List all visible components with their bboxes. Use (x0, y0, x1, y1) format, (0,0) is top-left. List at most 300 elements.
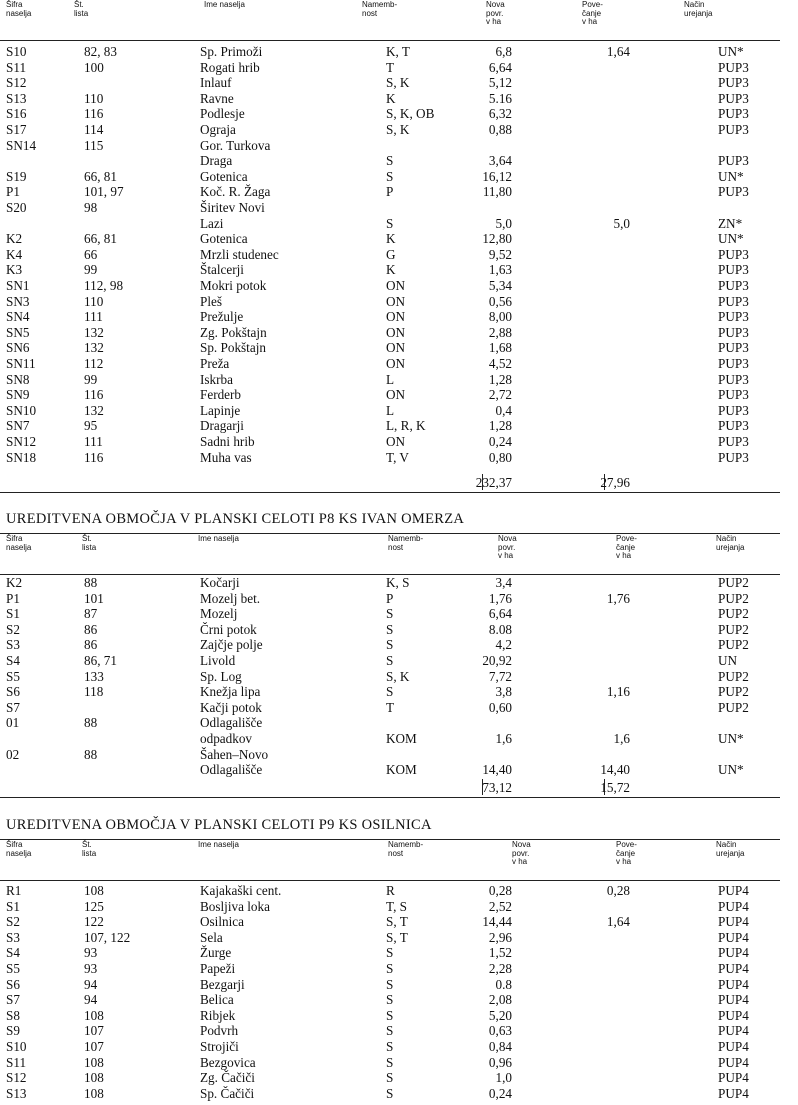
table-row (0, 1008, 780, 1024)
code-cell: S5 (6, 668, 20, 684)
table-row (0, 669, 780, 685)
settlement-name-cell: Zg. Čačiči (200, 1070, 255, 1086)
purpose-cell: S (386, 1007, 394, 1023)
method-cell: PUP3 (718, 356, 749, 371)
table-row (0, 914, 780, 930)
code-cell: K2 (6, 575, 23, 590)
purpose-cell: G (386, 246, 396, 262)
settlement-name-cell: Inlauf (200, 75, 232, 91)
new-area-cell: 0,60 (488, 699, 512, 715)
table-row (0, 591, 780, 607)
table-row (0, 44, 780, 60)
purpose-cell: K (386, 262, 396, 278)
new-area-cell: 20,92 (482, 653, 512, 668)
purpose-cell: S, K (386, 75, 410, 91)
sheet-cell: 101, 97 (84, 184, 124, 200)
settlement-name-cell: odpadkov (200, 731, 253, 746)
purpose-cell: S (386, 684, 394, 700)
code-cell: S11 (6, 1054, 27, 1070)
code-cell: S5 (6, 961, 20, 976)
table-header (0, 0, 780, 41)
purpose-cell: S, K, OB (386, 106, 435, 122)
table-row (0, 138, 780, 154)
settlement-name-cell: Belica (200, 992, 234, 1008)
new-area-cell: 5,0 (495, 215, 512, 231)
table-row (0, 715, 780, 731)
new-area-cell: 1,76 (488, 590, 512, 606)
sheet-cell: 111 (84, 309, 103, 325)
settlement-name-cell: Mokri potok (200, 278, 267, 293)
settlement-name-cell: Gotenica (200, 231, 248, 247)
sheet-cell: 111 (84, 434, 103, 449)
total-area: 73,12 (482, 780, 512, 795)
code-cell: S4 (6, 653, 20, 668)
purpose-cell: KOM (386, 731, 417, 746)
method-cell: PUP3 (718, 153, 749, 169)
settlement-name-cell: Sp. Pokštajn (200, 340, 266, 356)
increase-cell: 0,28 (606, 883, 630, 898)
totals-row (0, 779, 780, 798)
code-cell: S20 (6, 200, 27, 215)
new-area-cell: 2,52 (488, 898, 512, 914)
table-row (0, 1055, 780, 1071)
purpose-cell: S (386, 606, 394, 622)
increase-cell: 1,16 (606, 684, 630, 700)
method-cell: PUP4 (718, 1007, 749, 1023)
sheet-cell: 122 (84, 914, 104, 930)
new-area-cell: 0,56 (488, 293, 512, 309)
purpose-cell: K, T (386, 44, 410, 59)
settlement-name-cell: Gotenica (200, 168, 248, 184)
method-cell: PUP3 (718, 75, 749, 91)
table-row (0, 294, 780, 310)
table-row (0, 1086, 780, 1102)
settlement-name-cell: Ribjek (200, 1007, 236, 1023)
new-area-cell: 3,8 (495, 684, 512, 700)
method-cell: UN* (718, 231, 744, 247)
settlement-name-cell: Bezgarji (200, 976, 245, 992)
method-cell: PUP2 (718, 699, 749, 715)
new-area-cell: 1,28 (488, 371, 512, 387)
header-sheet: Št. lista (74, 0, 89, 18)
new-area-cell: 2,28 (488, 961, 512, 976)
purpose-cell: ON (386, 340, 406, 356)
settlement-name-cell: Strojiči (200, 1039, 239, 1054)
code-cell: S7 (6, 992, 20, 1008)
sheet-cell: 112, 98 (84, 278, 124, 293)
table-row (0, 231, 780, 247)
method-cell: PUP3 (718, 262, 749, 278)
method-cell: PUP4 (718, 961, 749, 976)
purpose-cell: S (386, 976, 394, 992)
table-row (0, 762, 780, 778)
table-row (0, 216, 780, 232)
table-row (0, 122, 780, 138)
method-cell: PUP3 (718, 293, 749, 309)
header-code: Šifra naselja (6, 534, 32, 552)
sheet-cell: 86 (84, 621, 98, 637)
new-area-cell: 1,63 (488, 262, 512, 278)
header-area: Nova povr. v ha (486, 0, 505, 26)
settlement-name-cell: Bezgovica (200, 1054, 256, 1070)
new-area-cell: 4,2 (495, 637, 512, 653)
settlement-name-cell: Gor. Turkova (200, 137, 271, 153)
method-cell: PUP3 (718, 309, 749, 325)
method-cell: PUP4 (718, 1023, 749, 1039)
purpose-cell: K (386, 90, 396, 106)
code-cell: S1 (6, 898, 20, 914)
purpose-cell: S (386, 637, 394, 653)
new-area-cell: 5,12 (488, 75, 512, 91)
sheet-cell: 99 (84, 262, 98, 278)
sheet-cell: 133 (84, 668, 104, 684)
method-cell: PUP4 (718, 992, 749, 1008)
settlement-name-cell: Dragarji (200, 418, 244, 434)
new-area-cell: 8,00 (488, 309, 512, 325)
table-row (0, 930, 780, 946)
code-cell: S10 (6, 1039, 27, 1054)
header-area: Nova povr. v ha (498, 534, 517, 560)
code-cell: S3 (6, 929, 20, 945)
method-cell: UN* (718, 731, 744, 746)
method-cell: PUP4 (718, 914, 749, 930)
new-area-cell: 2,72 (488, 387, 512, 403)
settlement-name-cell: Knežja lipa (200, 684, 261, 700)
purpose-cell: T (386, 59, 395, 75)
header-code: Šifra naselja (6, 840, 32, 858)
new-area-cell: 6,32 (488, 106, 512, 122)
settlement-name-cell: Sp. Čačiči (200, 1085, 255, 1101)
settlement-name-cell: Mozelj (200, 606, 238, 622)
table-row (0, 60, 780, 76)
settlement-name-cell: Sela (200, 929, 223, 945)
purpose-cell: S (386, 945, 394, 961)
settlement-name-cell: Osilnica (200, 914, 244, 930)
code-cell: S2 (6, 914, 20, 930)
sheet-cell: 115 (84, 137, 104, 153)
table-row (0, 1070, 780, 1086)
code-cell: S6 (6, 976, 20, 992)
header-increase: Pove- čanje v ha (616, 840, 637, 866)
code-cell: 02 (6, 746, 20, 762)
sheet-cell: 87 (84, 606, 98, 622)
purpose-cell: S (386, 1023, 394, 1039)
method-cell: UN* (718, 762, 744, 778)
header-purpose: Namemb- nost (362, 0, 398, 18)
settlement-name-cell: Črni potok (200, 621, 257, 637)
settlement-name-cell: Odlagališče (200, 762, 263, 778)
code-cell: SN6 (6, 340, 30, 356)
sheet-cell: 116 (84, 106, 104, 122)
code-cell: S13 (6, 90, 27, 106)
code-cell: S16 (6, 106, 27, 122)
settlement-name-cell: Preža (200, 356, 230, 371)
method-cell: PUP2 (718, 575, 749, 590)
purpose-cell: S (386, 992, 394, 1008)
method-cell: PUP3 (718, 106, 749, 122)
sheet-cell: 88 (84, 746, 98, 762)
code-cell: S2 (6, 621, 20, 637)
code-cell: SN12 (6, 434, 37, 449)
settlement-name-cell: Zajčje polje (200, 637, 263, 653)
table-row (0, 653, 780, 669)
new-area-cell: 1,0 (495, 1070, 512, 1086)
purpose-cell: ON (386, 278, 406, 293)
purpose-cell: S (386, 653, 394, 668)
increase-cell: 1,64 (606, 914, 630, 930)
table-row (0, 169, 780, 185)
table-row (0, 340, 780, 356)
sheet-cell: 112 (84, 356, 104, 371)
settlement-name-cell: Ograja (200, 122, 236, 137)
table-row (0, 731, 780, 747)
new-area-cell: 1,68 (488, 340, 512, 356)
new-area-cell: 3,64 (488, 153, 512, 169)
purpose-cell: ON (386, 324, 406, 340)
new-area-cell: 1,52 (488, 945, 512, 961)
header-code: Šifra naselja (6, 0, 32, 18)
code-cell: SN1 (6, 278, 30, 293)
method-cell: PUP2 (718, 590, 749, 606)
table-row (0, 434, 780, 450)
table-row (0, 637, 780, 653)
sheet-cell: 66, 81 (84, 168, 117, 184)
settlement-name-cell: Podvrh (200, 1023, 239, 1039)
settlement-name-cell: Širitev Novi (200, 200, 265, 215)
table-row (0, 418, 780, 434)
code-cell: SN4 (6, 309, 30, 325)
method-cell: PUP4 (718, 1054, 749, 1070)
sheet-cell: 108 (84, 1070, 104, 1086)
table-row (0, 372, 780, 388)
sheet-cell: 116 (84, 387, 104, 403)
sheet-cell: 110 (84, 90, 104, 106)
code-cell: S10 (6, 44, 27, 59)
settlement-name-cell: Štalcerji (200, 262, 244, 278)
code-cell: P1 (6, 590, 20, 606)
sheet-cell: 107 (84, 1039, 104, 1054)
table-row (0, 278, 780, 294)
increase-cell: 1,6 (613, 731, 630, 746)
purpose-cell: ON (386, 387, 406, 403)
new-area-cell: 14,44 (482, 914, 512, 930)
new-area-cell: 7,72 (488, 668, 512, 684)
table-row (0, 403, 780, 419)
table-row (0, 262, 780, 278)
code-cell: S12 (6, 1070, 27, 1086)
code-cell: S3 (6, 637, 20, 653)
method-cell: UN* (718, 44, 744, 59)
method-cell: PUP3 (718, 90, 749, 106)
sheet-cell: 107, 122 (84, 929, 131, 945)
new-area-cell: 0,80 (488, 449, 512, 465)
new-area-cell: 8.08 (488, 621, 512, 637)
header-purpose: Namemb- nost (388, 840, 424, 858)
sheet-cell: 94 (84, 976, 98, 992)
section-title: UREDITVENA OBMOČJA V PLANSKI CELOTI P8 KS IVAN OMERZA (6, 511, 465, 527)
purpose-cell: R (386, 883, 395, 898)
settlement-name-cell: Mozelj bet. (200, 590, 261, 606)
purpose-cell: L (386, 371, 395, 387)
method-cell: PUP4 (718, 1070, 749, 1086)
purpose-cell: KOM (386, 762, 417, 778)
table-row (0, 450, 780, 466)
table-row (0, 945, 780, 961)
purpose-cell: S, T (386, 929, 408, 945)
purpose-cell: T, S (386, 898, 408, 914)
header-area: Nova povr. v ha (512, 840, 531, 866)
code-cell: S6 (6, 684, 20, 700)
sheet-cell: 116 (84, 449, 104, 465)
purpose-cell: S (386, 1039, 394, 1054)
sheet-cell: 99 (84, 371, 98, 387)
table-row (0, 184, 780, 200)
code-cell: S17 (6, 122, 27, 137)
settlement-name-cell: Šahen–Novo (200, 746, 269, 762)
new-area-cell: 12,80 (482, 231, 512, 247)
method-cell: PUP3 (718, 449, 749, 465)
sheet-cell: 132 (84, 402, 104, 418)
code-cell: SN3 (6, 293, 30, 309)
sheet-cell: 107 (84, 1023, 104, 1039)
table-row (0, 309, 780, 325)
method-cell: PUP4 (718, 976, 749, 992)
sheet-cell: 86, 71 (84, 653, 117, 668)
code-cell: S13 (6, 1085, 27, 1101)
code-cell: S8 (6, 1007, 20, 1023)
code-cell: SN18 (6, 449, 37, 465)
header-sheet: Št. lista (82, 534, 97, 552)
section-title: UREDITVENA OBMOČJA V PLANSKI CELOTI P9 KS OSILNICA (6, 817, 432, 833)
new-area-cell: 0,4 (495, 402, 512, 418)
sheet-cell: 94 (84, 992, 98, 1008)
purpose-cell: ON (386, 356, 406, 371)
purpose-cell: P (386, 184, 394, 200)
code-cell: K4 (6, 246, 23, 262)
new-area-cell: 0,28 (488, 883, 512, 898)
header-purpose: Namemb- nost (388, 534, 424, 552)
table-row (0, 747, 780, 763)
total-area: 232,37 (475, 475, 512, 490)
table-row (0, 700, 780, 716)
table-row (0, 247, 780, 263)
sheet-cell: 98 (84, 200, 98, 215)
purpose-cell: P (386, 590, 394, 606)
table-row (0, 325, 780, 341)
new-area-cell: 0,84 (488, 1039, 512, 1054)
new-area-cell: 6,64 (488, 59, 512, 75)
purpose-cell: T, V (386, 449, 409, 465)
new-area-cell: 4,52 (488, 356, 512, 371)
settlement-name-cell: Sp. Log (200, 668, 242, 684)
table-row (0, 200, 780, 216)
new-area-cell: 5,34 (488, 278, 512, 293)
method-cell: PUP2 (718, 684, 749, 700)
settlement-name-cell: Rogati hrib (200, 59, 260, 75)
purpose-cell: S (386, 1054, 394, 1070)
new-area-cell: 2,88 (488, 324, 512, 340)
code-cell: S9 (6, 1023, 20, 1039)
settlement-name-cell: Kajakaški cent. (200, 883, 282, 898)
new-area-cell: 16,12 (482, 168, 512, 184)
method-cell: PUP4 (718, 883, 749, 898)
settlement-name-cell: Iskrba (200, 371, 233, 387)
table-row (0, 75, 780, 91)
table-row (0, 1039, 780, 1055)
settlement-name-cell: Žurge (200, 945, 232, 961)
settlement-name-cell: Pleš (200, 293, 222, 309)
settlement-name-cell: Sadni hrib (200, 434, 255, 449)
settlement-name-cell: Prežulje (200, 309, 244, 325)
method-cell: PUP3 (718, 387, 749, 403)
new-area-cell: 3,4 (495, 575, 512, 590)
table-row (0, 91, 780, 107)
new-area-cell: 5.16 (488, 90, 512, 106)
increase-cell: 5,0 (613, 215, 630, 231)
header-sheet: Št. lista (82, 840, 97, 858)
code-cell: SN8 (6, 371, 30, 387)
new-area-cell: 1,28 (488, 418, 512, 434)
increase-cell: 14,40 (600, 762, 630, 778)
header-method: Način urejanja (716, 840, 745, 858)
purpose-cell: S (386, 153, 394, 169)
code-cell: 01 (6, 715, 20, 731)
table-row (0, 575, 780, 591)
table-row (0, 684, 780, 700)
sheet-cell: 66, 81 (84, 231, 117, 247)
settlement-name-cell: Podlesje (200, 106, 245, 122)
code-cell: S4 (6, 945, 20, 961)
purpose-cell: S (386, 1070, 394, 1086)
table-row (0, 153, 780, 169)
table-header (0, 533, 780, 575)
total-increase: 15,72 (600, 780, 630, 795)
code-cell: SN14 (6, 137, 37, 153)
header-name: Ime naselja (198, 840, 239, 849)
code-cell: P1 (6, 184, 20, 200)
totals-row (0, 474, 780, 493)
table-row (0, 977, 780, 993)
sheet-cell: 108 (84, 1007, 104, 1023)
settlement-name-cell: Draga (200, 153, 233, 169)
sheet-cell: 108 (84, 883, 104, 898)
settlement-name-cell: Kočarji (200, 575, 240, 590)
table-row (0, 1023, 780, 1039)
sheet-cell: 93 (84, 945, 98, 961)
new-area-cell: 0,24 (488, 1085, 512, 1101)
table-row (0, 356, 780, 372)
method-cell: PUP3 (718, 434, 749, 449)
purpose-cell: S (386, 215, 394, 231)
header-increase: Pove- čanje v ha (616, 534, 637, 560)
increase-cell: 1,76 (606, 590, 630, 606)
code-cell: SN7 (6, 418, 30, 434)
code-cell: S11 (6, 59, 27, 75)
purpose-cell: ON (386, 434, 406, 449)
sheet-cell: 132 (84, 340, 104, 356)
method-cell: PUP2 (718, 606, 749, 622)
method-cell: PUP3 (718, 122, 749, 137)
purpose-cell: S, K (386, 122, 410, 137)
method-cell: PUP3 (718, 371, 749, 387)
settlement-name-cell: Lazi (200, 215, 224, 231)
sheet-cell: 86 (84, 637, 98, 653)
purpose-cell: S (386, 168, 394, 184)
method-cell: ZN* (718, 215, 743, 231)
new-area-cell: 5,20 (488, 1007, 512, 1023)
sheet-cell: 88 (84, 715, 98, 731)
method-cell: PUP3 (718, 402, 749, 418)
